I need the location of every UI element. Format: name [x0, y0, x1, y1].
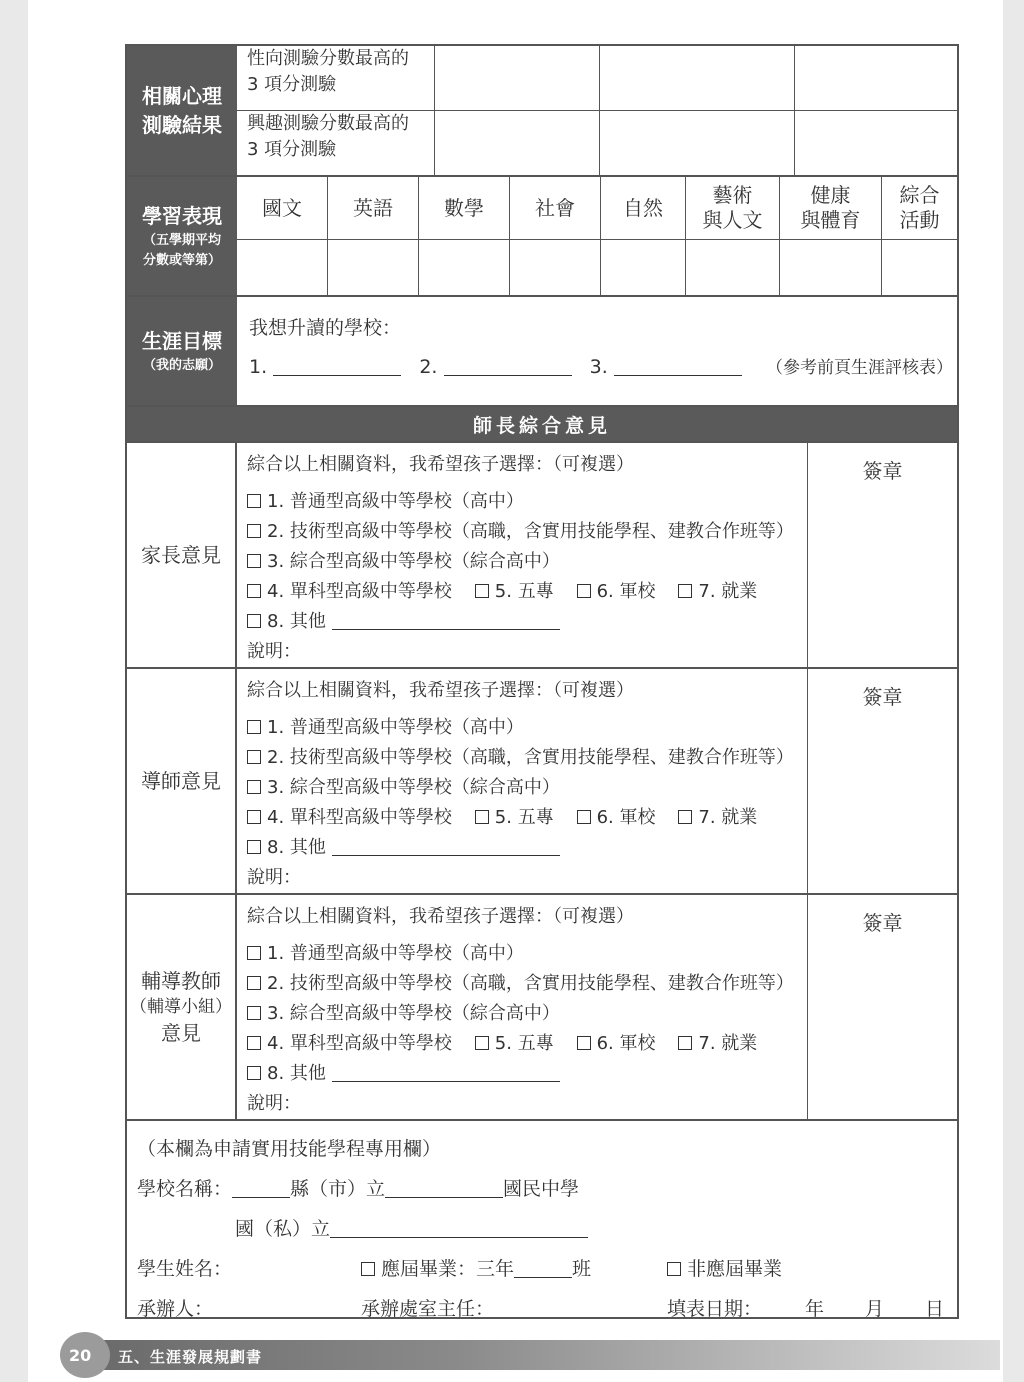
learning-label: 學習表現 （五學期平均 分數或等第）	[127, 177, 237, 295]
checkbox[interactable]	[247, 1006, 261, 1020]
score-arts[interactable]	[686, 240, 780, 295]
parent-label: 家長意見	[127, 443, 237, 667]
aptitude-field-3[interactable]	[795, 46, 957, 110]
checkbox[interactable]	[247, 780, 261, 794]
checkbox[interactable]	[247, 524, 261, 538]
learning-row	[127, 177, 957, 297]
subject-integrative: 綜合 活動	[899, 183, 940, 232]
score-science[interactable]	[601, 240, 686, 295]
teacher-options: 綜合以上相關資料，我希望孩子選擇：（可複選） 1. 普通型高級中等學校（高中） 2. 技術型高級中等學校（高職，含實用技能學程、建教合作班等） 3. 綜合型高級中等學校（綜合高中） 4. 單科型高級中等學校 5. 五專 6. 軍校 7. 就業 8. 其他 說明：	[237, 669, 808, 893]
counselor-options: 綜合以上相關資料，我希望孩子選擇：（可複選） 1. 普通型高級中等學校（高中） 2. 技術型高級中等學校（高職，含實用技能學程、建教合作班等） 3. 綜合型高級中等學校（綜合高中） 4. 單科型高級中等學校 5. 五專 6. 軍校 7. 就業 8. 其他 說明：	[237, 895, 808, 1119]
form-table	[125, 44, 959, 1319]
interest-field-1[interactable]	[435, 111, 600, 175]
career-prompt: 我想升讀的學校：	[249, 317, 402, 339]
checkbox[interactable]	[577, 1036, 591, 1050]
subject-social: 社會	[510, 177, 601, 239]
subject-chinese: 國文	[237, 177, 328, 239]
subject-health: 健康 與體育	[780, 177, 882, 239]
checkbox[interactable]	[247, 554, 261, 568]
checkbox[interactable]	[247, 494, 261, 508]
interest-field-3[interactable]	[795, 111, 957, 175]
checkbox[interactable]	[247, 1036, 261, 1050]
school-choice-2[interactable]	[444, 375, 572, 376]
aptitude-field-2[interactable]	[600, 46, 795, 110]
aptitude-label: 性向測驗分數最高的 3 項分測驗	[237, 46, 435, 110]
national-school-field[interactable]	[330, 1237, 588, 1238]
score-english[interactable]	[328, 240, 419, 295]
teacher-label: 導師意見	[127, 669, 237, 893]
subject-science: 自然	[601, 177, 686, 239]
teacher-sign: 簽章	[862, 685, 903, 709]
checkbox[interactable]	[475, 584, 489, 598]
checkbox[interactable]	[247, 946, 261, 960]
checkbox[interactable]	[577, 810, 591, 824]
county-field[interactable]	[232, 1197, 290, 1198]
score-math[interactable]	[419, 240, 510, 295]
career-content: 我想升讀的學校： 1. 2. 3. （參考前頁生涯評核表）	[237, 297, 957, 405]
score-chinese[interactable]	[237, 240, 328, 295]
application-section: （本欄為申請實用技能學程專用欄） 學校名稱： 縣（市）立 國民中學 國（私）立 學生姓名： 應屆畢業：三年 班 非應屆畢業 承辦人： 承辦處室主任： 填表日期： 年 月 日	[127, 1121, 957, 1317]
opinion-banner: 師長綜合意見	[127, 407, 957, 443]
score-health[interactable]	[780, 240, 882, 295]
aptitude-field-1[interactable]	[435, 46, 600, 110]
score-social[interactable]	[510, 240, 601, 295]
career-label: 生涯目標 （我的志願）	[127, 297, 237, 405]
checkbox[interactable]	[667, 1262, 681, 1276]
checkbox[interactable]	[475, 810, 489, 824]
checkbox[interactable]	[247, 810, 261, 824]
career-row	[127, 297, 957, 407]
checkbox[interactable]	[247, 720, 261, 734]
score-integrative[interactable]	[882, 240, 957, 295]
class-field[interactable]	[514, 1277, 572, 1278]
page-number: 20	[69, 1346, 92, 1365]
checkbox[interactable]	[678, 1036, 692, 1050]
interest-field-2[interactable]	[600, 111, 795, 175]
other-field[interactable]	[332, 1081, 560, 1082]
application-note: （本欄為申請實用技能學程專用欄）	[137, 1138, 442, 1160]
checkbox[interactable]	[678, 584, 692, 598]
checkbox[interactable]	[247, 750, 261, 764]
subject-english: 英語	[328, 177, 419, 239]
psych-label: 相關心理 測驗結果	[127, 46, 237, 175]
checkbox[interactable]	[247, 584, 261, 598]
school-choice-1[interactable]	[273, 375, 401, 376]
interest-label: 興趣測驗分數最高的 3 項分測驗	[237, 111, 435, 175]
junior-school-field[interactable]	[385, 1197, 503, 1198]
subject-arts: 藝術 與人文	[686, 177, 780, 239]
parent-options: 綜合以上相關資料，我希望孩子選擇：（可複選） 1. 普通型高級中等學校（高中） 2. 技術型高級中等學校（高職，含實用技能學程、建教合作班等） 3. 綜合型高級中等學校（綜合高中） 4. 單科型高級中等學校 5. 五專 6. 軍校 7. 就業 8. 其他 說明：	[237, 443, 808, 667]
counselor-sign: 簽章	[862, 911, 903, 935]
checkbox[interactable]	[247, 840, 261, 854]
checkbox[interactable]	[247, 1066, 261, 1080]
footer-title: 五、生涯發展規劃書	[118, 1348, 263, 1366]
parent-opinion-row	[127, 443, 957, 669]
teacher-opinion-row	[127, 669, 957, 895]
page-footer	[50, 1332, 1003, 1382]
checkbox[interactable]	[475, 1036, 489, 1050]
other-field[interactable]	[332, 855, 560, 856]
checkbox[interactable]	[577, 584, 591, 598]
document-page	[28, 0, 1003, 1382]
counselor-opinion-row	[127, 895, 957, 1121]
checkbox[interactable]	[361, 1262, 375, 1276]
checkbox[interactable]	[678, 810, 692, 824]
checkbox[interactable]	[247, 976, 261, 990]
counselor-label: 輔導教師 （輔導小組） 意見	[127, 895, 237, 1119]
psych-row	[127, 46, 957, 177]
school-choice-3[interactable]	[614, 375, 742, 376]
parent-sign: 簽章	[862, 459, 903, 483]
subject-math: 數學	[419, 177, 510, 239]
career-note: （參考前頁生涯評核表）	[765, 358, 953, 378]
checkbox[interactable]	[247, 614, 261, 628]
other-field[interactable]	[332, 629, 560, 630]
